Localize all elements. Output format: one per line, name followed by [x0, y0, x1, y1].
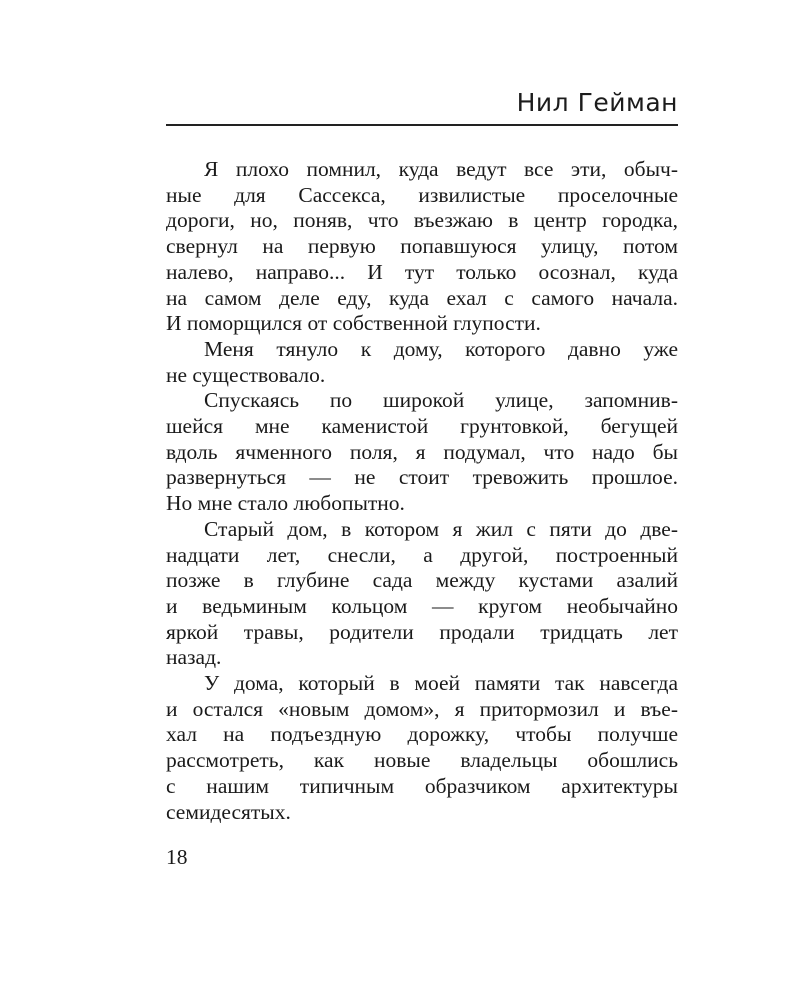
paragraph-5	[166, 671, 678, 825]
text-line: Но мне стало любопытно.	[166, 491, 405, 516]
text-line: вдоль ячменного поля, я подумал, что надо бы	[166, 439, 678, 464]
text-line: назад.	[166, 645, 222, 670]
text-line: на самом деле еду, куда ехал с самого начала.	[166, 285, 678, 310]
text-line: Меня тянуло к дому, которого давно уже	[204, 336, 678, 361]
text-line: надцати лет, снесли, а другой, построенный	[166, 542, 678, 567]
paragraph-1	[166, 157, 678, 337]
text-line: позже в глубине сада между кустами азалий	[166, 568, 678, 593]
header-rule	[166, 124, 678, 126]
text-line: шейся мне каменистой грунтовкой, бегущей	[166, 414, 678, 439]
text-line: свернул на первую попавшуюся улицу, потом	[166, 234, 678, 259]
text-line: И поморщился от собственной глупости.	[166, 311, 541, 336]
text-line: У дома, который в моей памяти так навсегда	[204, 671, 678, 696]
text-line: рассмотреть, как новые владельцы обошлись	[166, 748, 678, 773]
text-line: Старый дом, в котором я жил с пяти до две-	[204, 516, 678, 541]
text-line: налево, направо... И тут только осознал, куда	[166, 259, 678, 284]
text-line: ные для Сассекса, извилистые проселочные	[166, 182, 678, 207]
text-line: Я плохо помнил, куда ведут все эти, обыч-	[204, 157, 678, 181]
text-line: и остался «новым домом», я притормозил и въе-	[166, 696, 678, 721]
text-line: с нашим типичным образчиком архитектуры	[166, 773, 678, 798]
paragraph-3	[166, 388, 678, 517]
text-line: Спускаясь по широкой улице, запомнив-	[204, 388, 678, 413]
paragraph-4	[166, 517, 678, 671]
paragraph-2	[166, 337, 678, 388]
text-line: развернуться — не стоит тревожить прошлое.	[166, 465, 678, 490]
text-line: хал на подъездную дорожку, чтобы получше	[166, 722, 678, 747]
text-line: не существовало.	[166, 362, 326, 387]
text-line: дороги, но, поняв, что въезжаю в центр городка,	[166, 208, 678, 233]
page-number: 18	[166, 845, 188, 869]
running-head-author: Нил Гейман	[516, 88, 678, 117]
text-line: яркой травы, родители продали тридцать лет	[166, 619, 678, 644]
body-text	[166, 157, 678, 825]
text-line: семидесятых.	[166, 799, 291, 824]
text-line: и ведьминым кольцом — кругом необычайно	[166, 593, 678, 618]
